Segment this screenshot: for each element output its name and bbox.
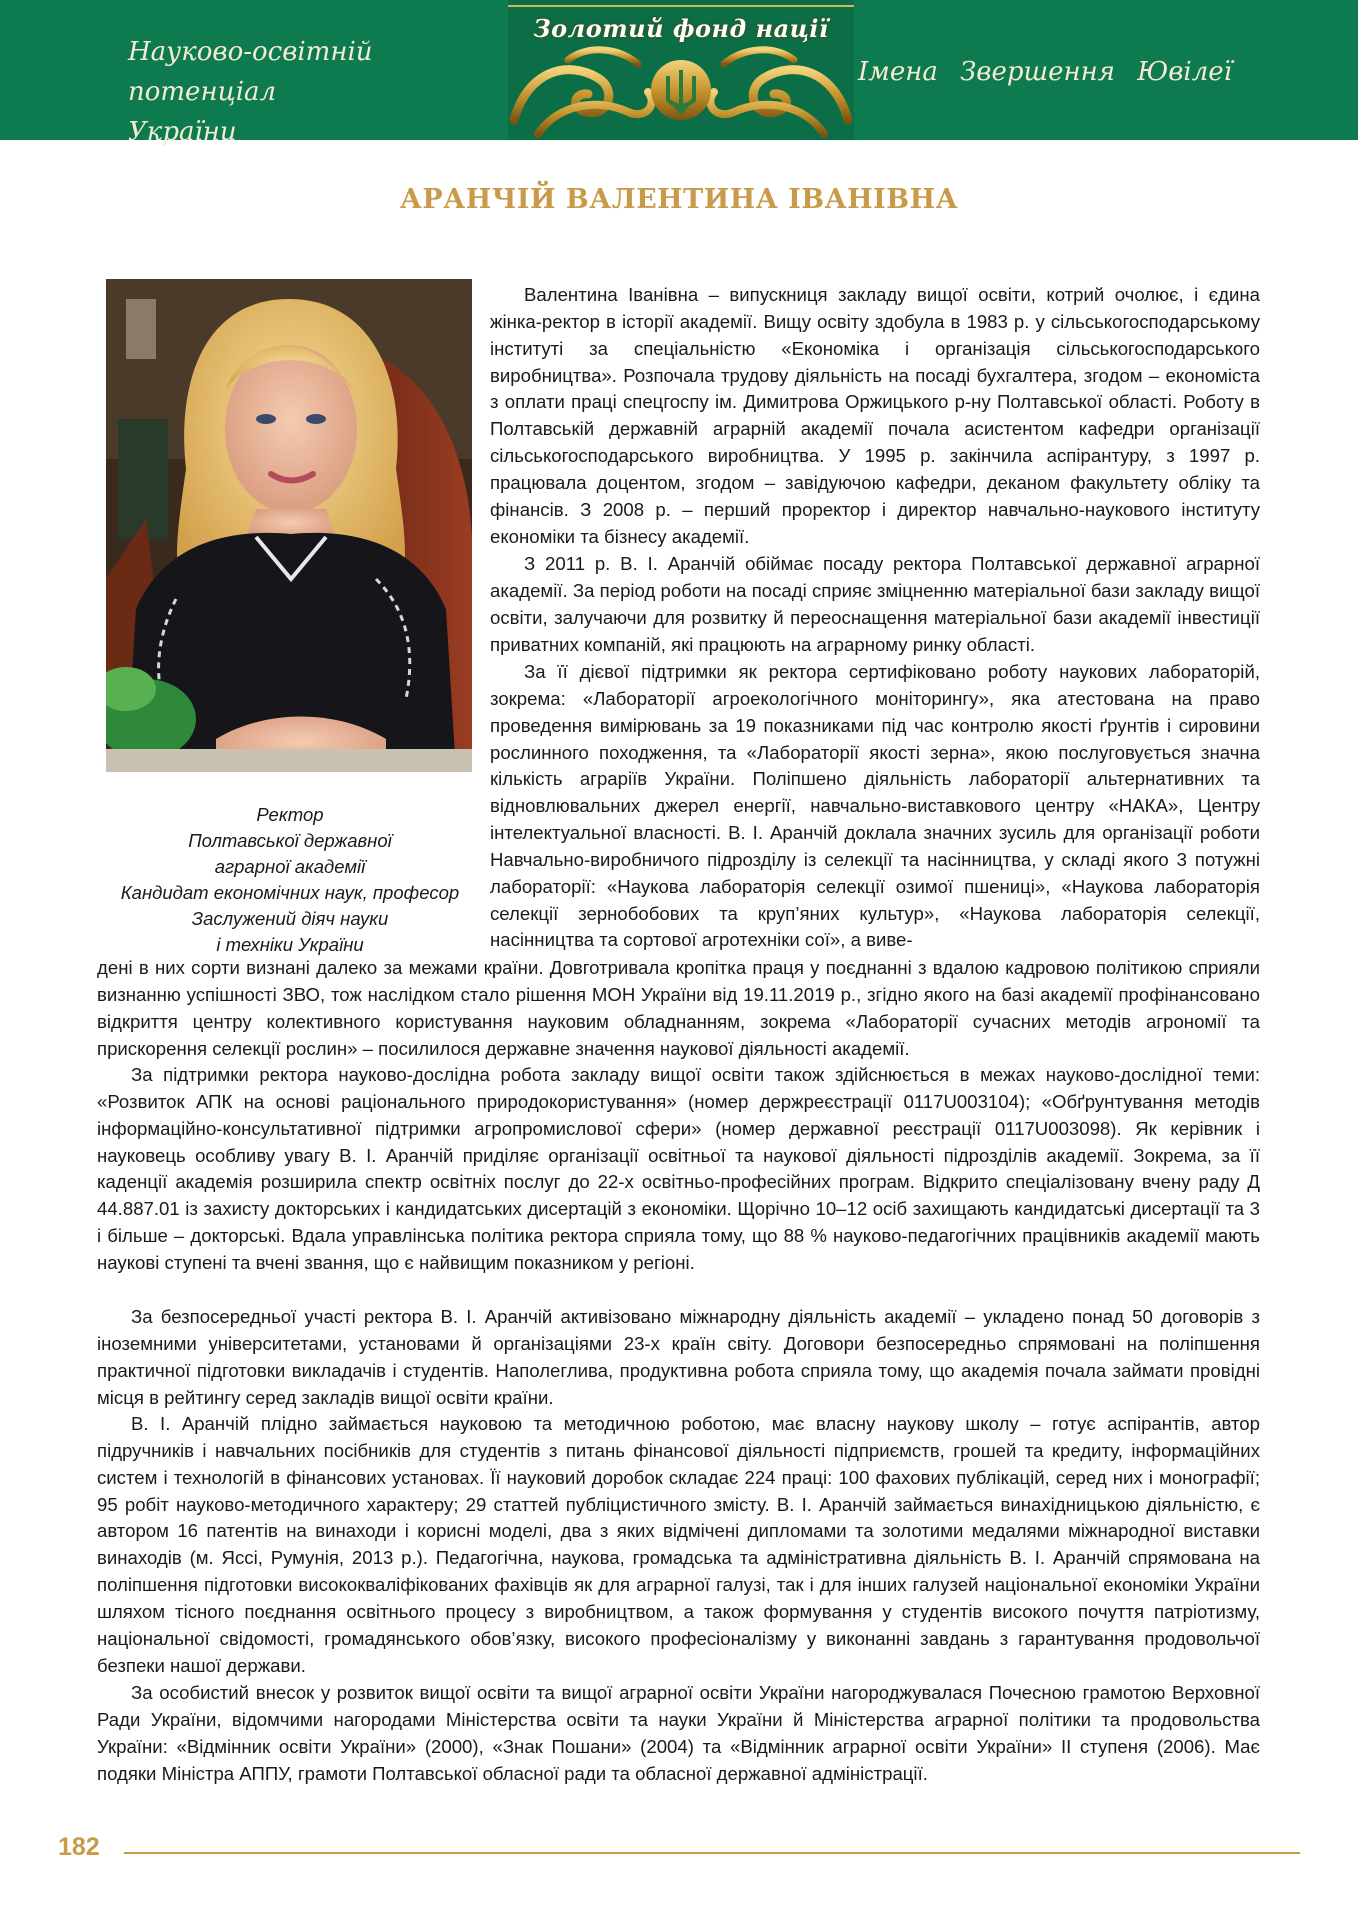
golden-fund-emblem [508,0,854,140]
footer-divider [124,1852,1300,1854]
caption-line: Полтавської державної [188,830,392,851]
paragraph-5: За безпосередньої участі ректора В. І. Аранчій активізовано міжнародну діяльність академії – укладено понад 50 договорів з іноземними університетами, установами й організаціями 23-х країн світу. Договори безпосередньо спрямовані на поліпшення практичної підготовки викладачів і студентів. Наполеглива, продуктивна робота сприяла тому, що академія почала займати провідні місця в рейтингу серед закладів вищої освіти країни. [97,1306,1260,1408]
header-left-line2: потенціал України [128,77,277,147]
page-header [0,0,1358,147]
caption-line: Ректор [256,804,324,825]
caption-line: і техніки України [216,934,364,955]
emblem-title: Золотий фонд нації [533,14,829,43]
header-right-text [858,52,1358,92]
paragraph-6: В. І. Аранчій плідно займається науковою та методичною роботою, має власну наукову школу – готує аспірантів, автор підручників і навчальних посібників для студентів з питань фінансової діяльності підприємств, грошей та кредиту, інформаційних систем і технологій в фінансових установах. Її науковий доробок складає 224 праці: 100 фахових публікацій, серед них і монографії; 95 робіт науково-методичного характеру; 29 статтей публіцистичного змісту. В. І. Аранчій займається винахідницькою діяльністю, є автором 16 патентів на винаходи і корисні моделі, два з яких відмічені дипломами та золотими медалями міжнародної виставки винаходів (м. Яссі, Румунія, 2013 р.). Педагогічна, наукова, громадська та адміністративна діяльність В. І. Аранчій спрямована на поліпшення підготовки висококваліфікованих фахівців як для аграрної галузі, так і для інших галузей національної економіки України шляхом тісного поєднання освітнього процесу з виробництвом, а також формування у студентів високого почуття патріотизму, національної свідомості, громадянського обов’язку, високого професіоналізму у виконанні завдань з гарантування продовольчої безпеки нашої держави. [97,1413,1260,1676]
header-left-text [128,32,388,152]
paragraph-7: За особистий внесок у розвиток вищої освіти та вищої аграрної освіти України нагороджувалася Почесною грамотою Верховної Ради України, відомчими нагородами Міністерства освіти та науки України й Міністерства аграрної політики та продовольства України: «Відмінник освіти України» (2000), «Знак Пошани» (2004) та «Відмінник аграрної освіти України» ІІ ступеня (2006). Має подяки Міністра АППУ, грамоти Полтавської обласної ради та обласної державної адміністрації. [97,1682,1260,1784]
paragraph-1: Валентина Іванівна – випускниця закладу вищої освіти, котрий очолює, і єдина жінка-ректор в історії академії. Вищу освіту здобула в 1983 р. у сільськогосподарському інституті за спеціальністю «Економіка і організація сільськогосподарського виробництва». Розпочала трудову діяльність на посаді бухгалтера, згодом – економіста з оплати праці спецгоспу ім. Димитрова Оржицького р-ну Полтавської області. Роботу в Полтавській державній аграрній академії почала асистентом кафедри організації сільськогосподарського виробництва. У 1995 р. закінчила аспірантуру, з 1997 р. працювала доцентом, згодом – завідуючою кафедри, деканом факультету обліку та фінансів. З 2008 р. – перший проректор і директор навчально-наукового інституту економіки та бізнесу академії. [490,284,1260,547]
page-number: 182 [58,1833,100,1861]
paragraph-3a: За її дієвої підтримки як ректора сертифіковано роботу наукових лабораторій, зокрема: «Лабораторії агроекологічного моніторингу», яка атестована на право проведення вимірювань за 19 показниками під час контролю якості ґрунтів і сировини рослинного походження, та «Лабораторії якості зерна», якою послуговується значна кількість аграріїв України. Поліпшено діяльність лабораторії альтернативних та відновлювальних джерел енергії, навчально-виставкового центру «НАКА», Центру інтелектуальної власності. В. І. Аранчій доклала значних зусиль для організації роботи Навчально-виробничого підрозділу із селекції та насінництва, у складі якого 3 потужні лабораторії: «Наукова лабораторія селекції озимої пшениці», «Наукова лабораторія селекції зернобобових та круп’яних культур», «Наукова лабораторія селекції, насінництва та сортової агротехніки сої», а виве- [490,661,1260,951]
paragraph-2: З 2011 р. В. І. Аранчій обіймає посаду ректора Полтавської державної аграрної академії. За період роботи на посаді сприяє зміцненню матеріальної бази закладу вищої освіти, залучаючи для розвитку й переоснащення матеріальної бази академії інвестиції приватних компаній, які працюють на аграрному ринку області. [490,553,1260,655]
paragraph-4: За підтримки ректора науково-дослідна робота закладу вищої освіти також здійснюється в межах науково-дослідної теми: «Розвиток АПК на основі раціонального природокористування» (номер держреєстрації 0117U003104); «Обґрунтування методів інформаційно-консультативної підтримки агропромислової сфери» (номер державної реєстрації 0117U003098). Як керівник і науковець особливу увагу В. І. Аранчій приділяє організації освітньої та наукової діяльності підрозділів академії. Зокрема, за її каденції академія розширила спектр освітніх послуг до 22-х освітньо-професійних програм. Відкрито спеціалізовану вчену раду Д 44.887.01 із захисту докторських і кандидатських дисертацій з економіки. Щорічно 10–12 осіб захищають кандидатські дисертації та 3 і більше – докторські. Вдала управлінська політика ректора сприяла тому, що 88 % науково-педагогічних працівників академії мають наукові ступені та вчені звання, що є найвищим показником у регіоні. [97,1064,1260,1273]
paragraph-3b: дені в них сорти визнані далеко за межами країни. Довготривала кропітка праця у поєднанні з вдалою кадровою політикою сприяли визнанню успішності ЗВО, тож наслідком стало рішення МОН України від 19.11.2019 р., згідно якого на базі академії профінансовано відкриття центру колективного користування науковим обладнанням, зокрема «Лабораторії сучасних методів агрономії та прискорення селекції рослин» – посилилося державне значення наукової діяльності академії. [97,957,1260,1059]
caption-line: аграрної академії [214,856,366,877]
article-title: АРАНЧІЙ ВАЛЕНТИНА ІВАНІВНА [399,184,959,215]
header-right-item-jubilees: Ювілеї [1137,57,1232,87]
caption-line: Заслужений діяч науки [191,908,389,929]
caption-line: Кандидат економічних наук, професор [120,882,460,903]
header-right-item-names: Імена [858,57,938,87]
header-left-line1: Науково-освітній [128,37,373,67]
photo-caption [100,802,480,958]
portrait-photo [106,279,472,772]
header-right-item-achievements: Звершення [960,57,1115,87]
portrait-illustration [106,279,472,772]
